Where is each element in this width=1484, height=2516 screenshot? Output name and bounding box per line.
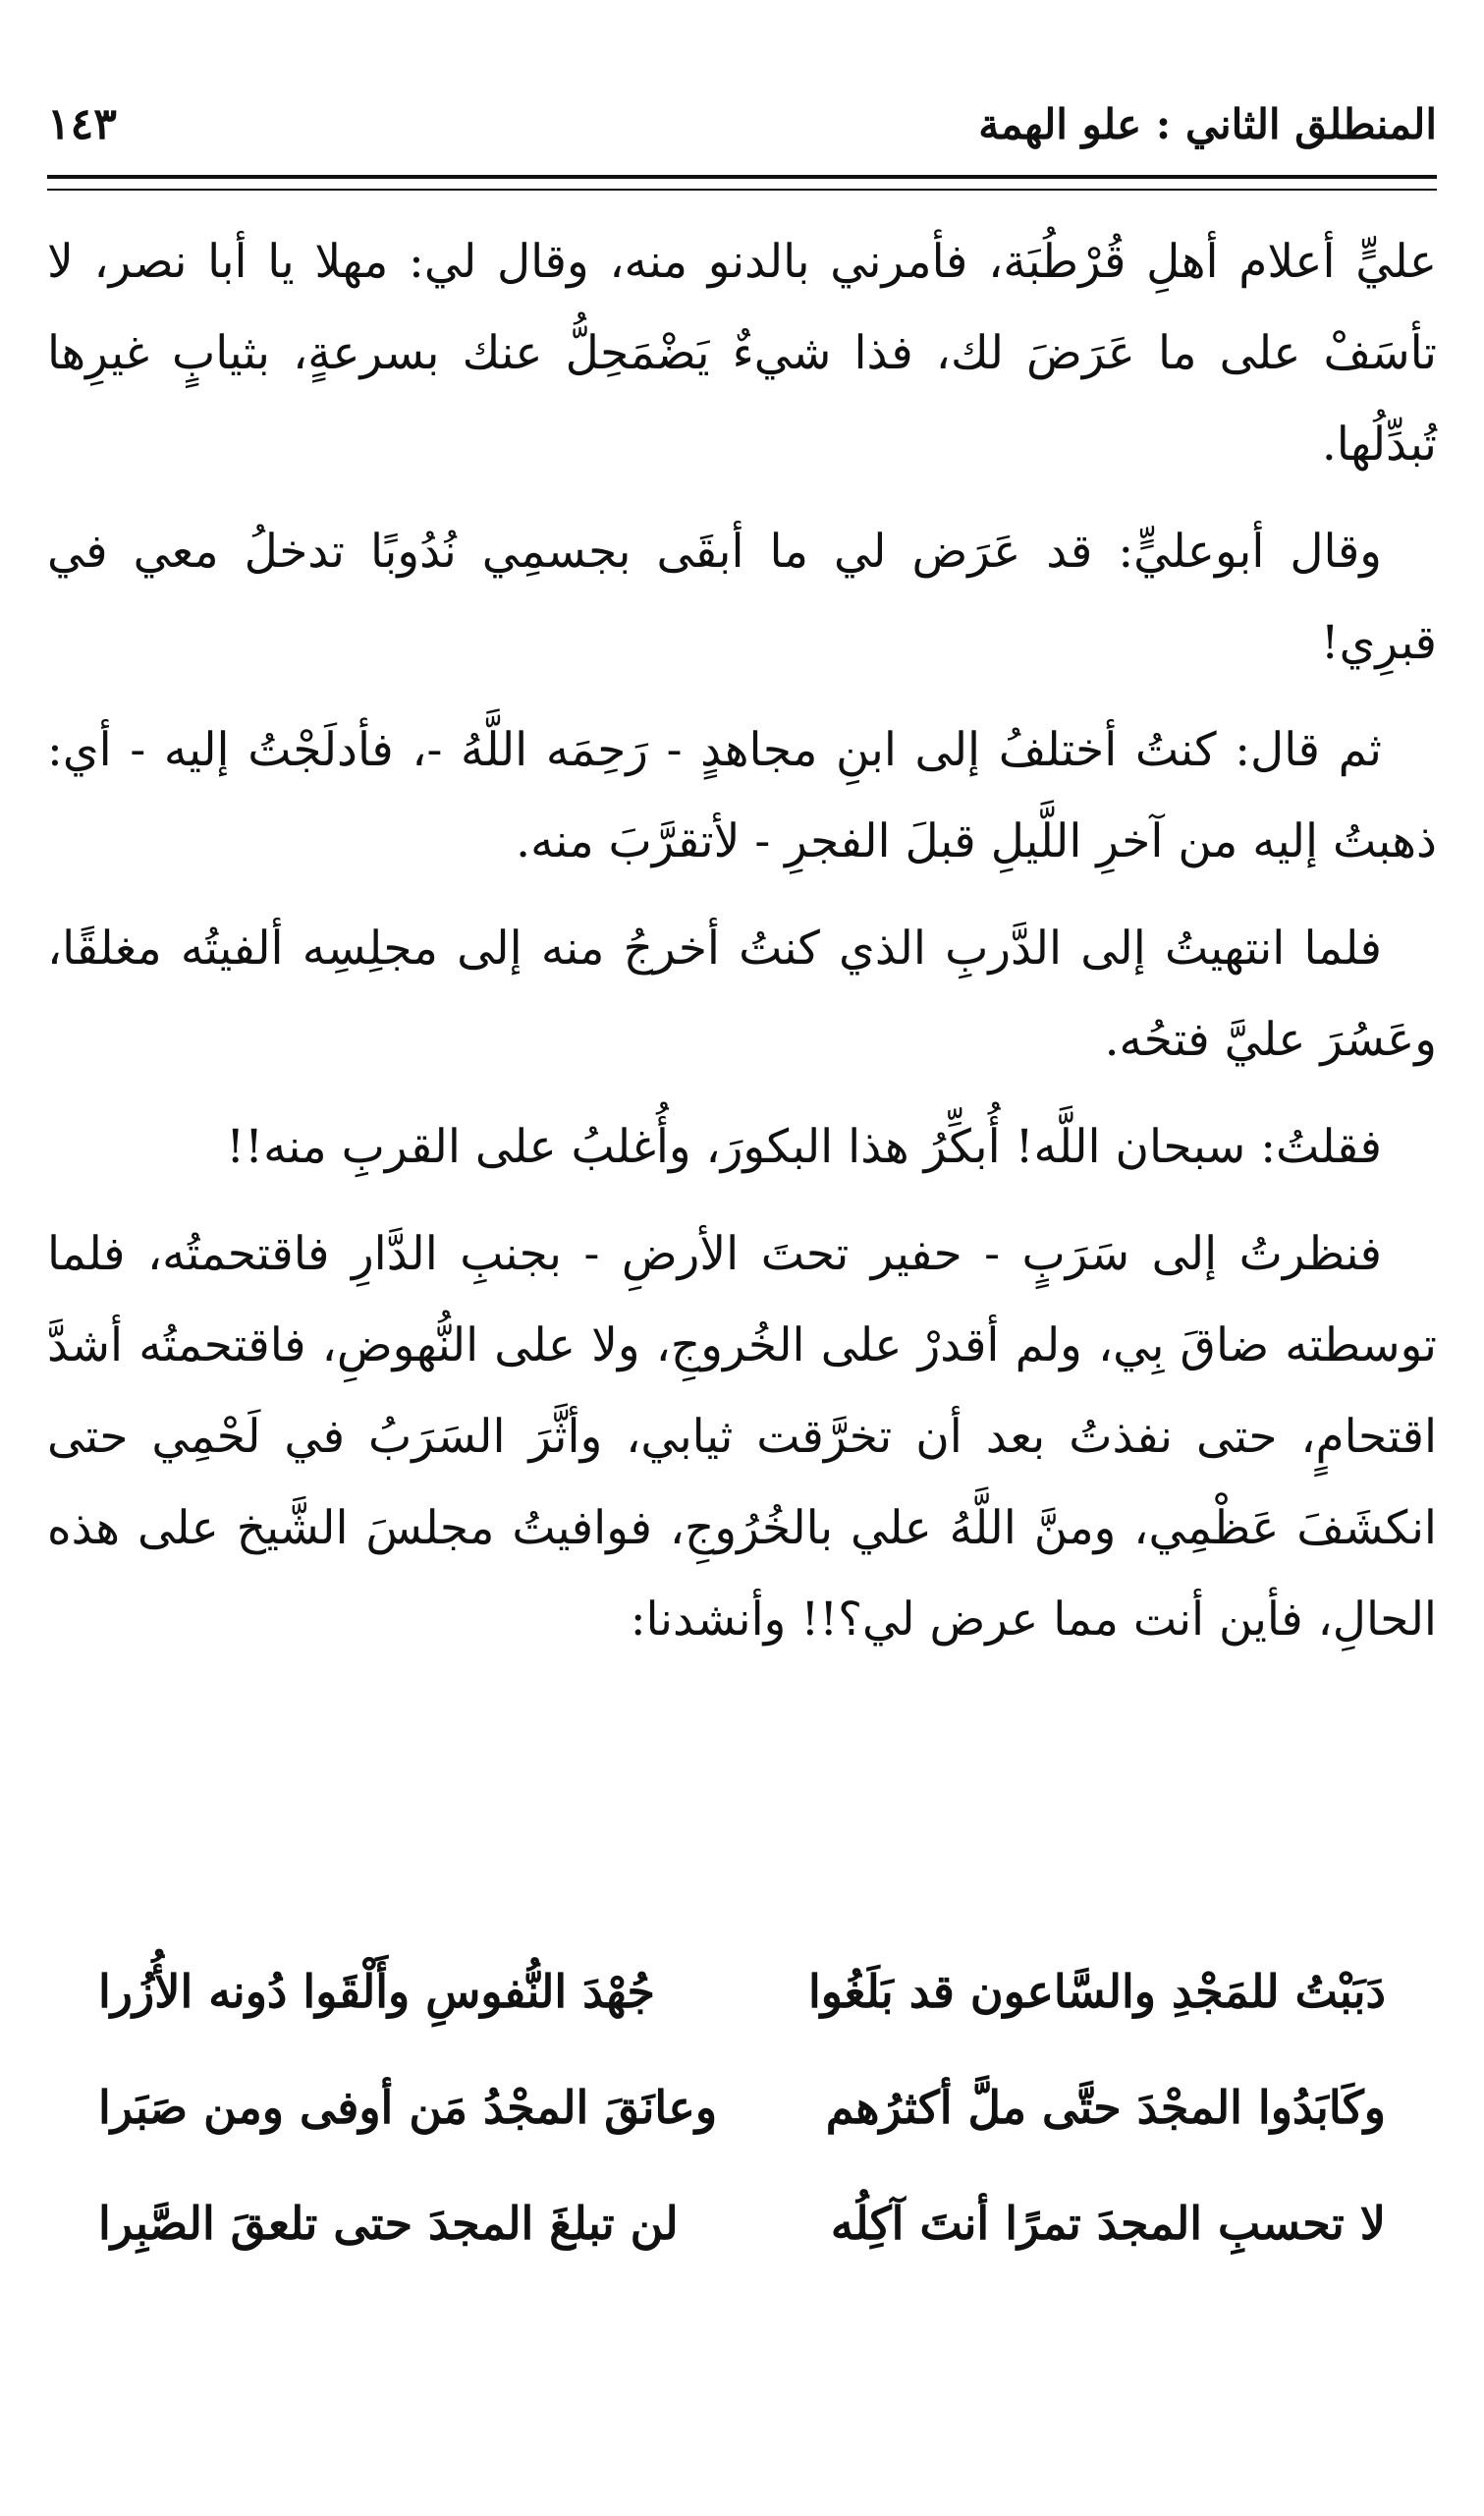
poem <box>98 1933 1386 2281</box>
hemistich-first: وكَابَدُوا المجْدَ حتَّى ملَّ أكثرُهم <box>825 2081 1386 2134</box>
hemistich-second: جُهْدَ النُّفوسِ وأَلْقَوا دُونه الأُزُرا <box>98 1965 655 2018</box>
paragraph: وقال أبوعليٍّ: قد عَرَض لي ما أبقَى بجسمِي نُدُوبًا تدخلُ معي في قبرِي! <box>47 525 1437 670</box>
header-rule-thick <box>47 175 1437 179</box>
paragraph: فنظرتُ إلى سَرَبٍ - حفير تحتَ الأرضِ - بجنبِ الدَّارِ فاقتحمتُه، فلما توسطته ضاقَ بِي، ولم أقدرْ على الخُروجِ، ولا على النُّهوضِ، فاقتحمتُه أشدَّ اقتحامٍ، حتى نفذتُ بعد أن تخرَّقت ثيابي، وأثَّرَ السَرَبُ في لَحْمِي حتى انكشَفَ عَظْمِي، ومنَّ اللَّهُ علي بالخُرُوجِ، فوافيتُ مجلسَ الشَّيخ على هذه الحالِ، فأين أنت مما عرض لي؟!! وأنشدنا: <box>47 1227 1437 1647</box>
hemistich-second: وعانَقَ المجْدُ مَن أوفى ومن صَبَرا <box>98 2081 718 2134</box>
body-text <box>47 216 1437 1681</box>
hemistich-second: لن تبلغَ المجدَ حتى تلعقَ الصَّبِرا <box>98 2197 679 2250</box>
paragraph: عليٍّ أعلام أهلِ قُرْطُبَة، فأمرني بالدنو منه، وقال لي: مهلا يا أبا نصر، لا تأسَفْ على ما عَرَضَ لك، فذا شيءٌ يَضْمَحِلُّ عنك بسرعةٍ، بثيابٍ غيرِها تُبدِّلُها. <box>47 235 1437 472</box>
hemistich-first: دَبَبْتُ للمَجْدِ والسَّاعون قد بَلَغُوا <box>807 1965 1386 2018</box>
hemistich-first: لا تحسبِ المجدَ تمرًا أنتَ آكِلُه <box>830 2197 1386 2250</box>
poem-verse <box>98 2049 1386 2165</box>
page-header <box>47 90 1437 159</box>
paragraph: فلما انتهيتُ إلى الدَّربِ الذي كنتُ أخرجُ منه إلى مجلِسِه ألفيتُه مغلقًا، وعَسُرَ عليَّ فتحُه. <box>47 922 1437 1067</box>
page-number: ١٤٣ <box>47 99 117 149</box>
running-title: المنطلق الثاني : علو الهمة <box>978 100 1437 148</box>
poem-verse <box>98 1933 1386 2049</box>
poem-verse <box>98 2165 1386 2281</box>
paragraph: ثم قال: كنتُ أختلفُ إلى ابنِ مجاهدٍ - رَحِمَه اللَّهُ -، فأدلَجْتُ إليه - أي: ذهبتُ إليه من آخرِ اللَّيلِ قبلَ الفجرِ - لأتقرَّبَ منه. <box>47 723 1437 868</box>
paragraph: فقلتُ: سبحان اللَّه! أُبكِّرُ هذا البكورَ، وأُغلبُ على القربِ منه!! <box>226 1120 1382 1174</box>
header-rule-thin <box>47 189 1437 191</box>
